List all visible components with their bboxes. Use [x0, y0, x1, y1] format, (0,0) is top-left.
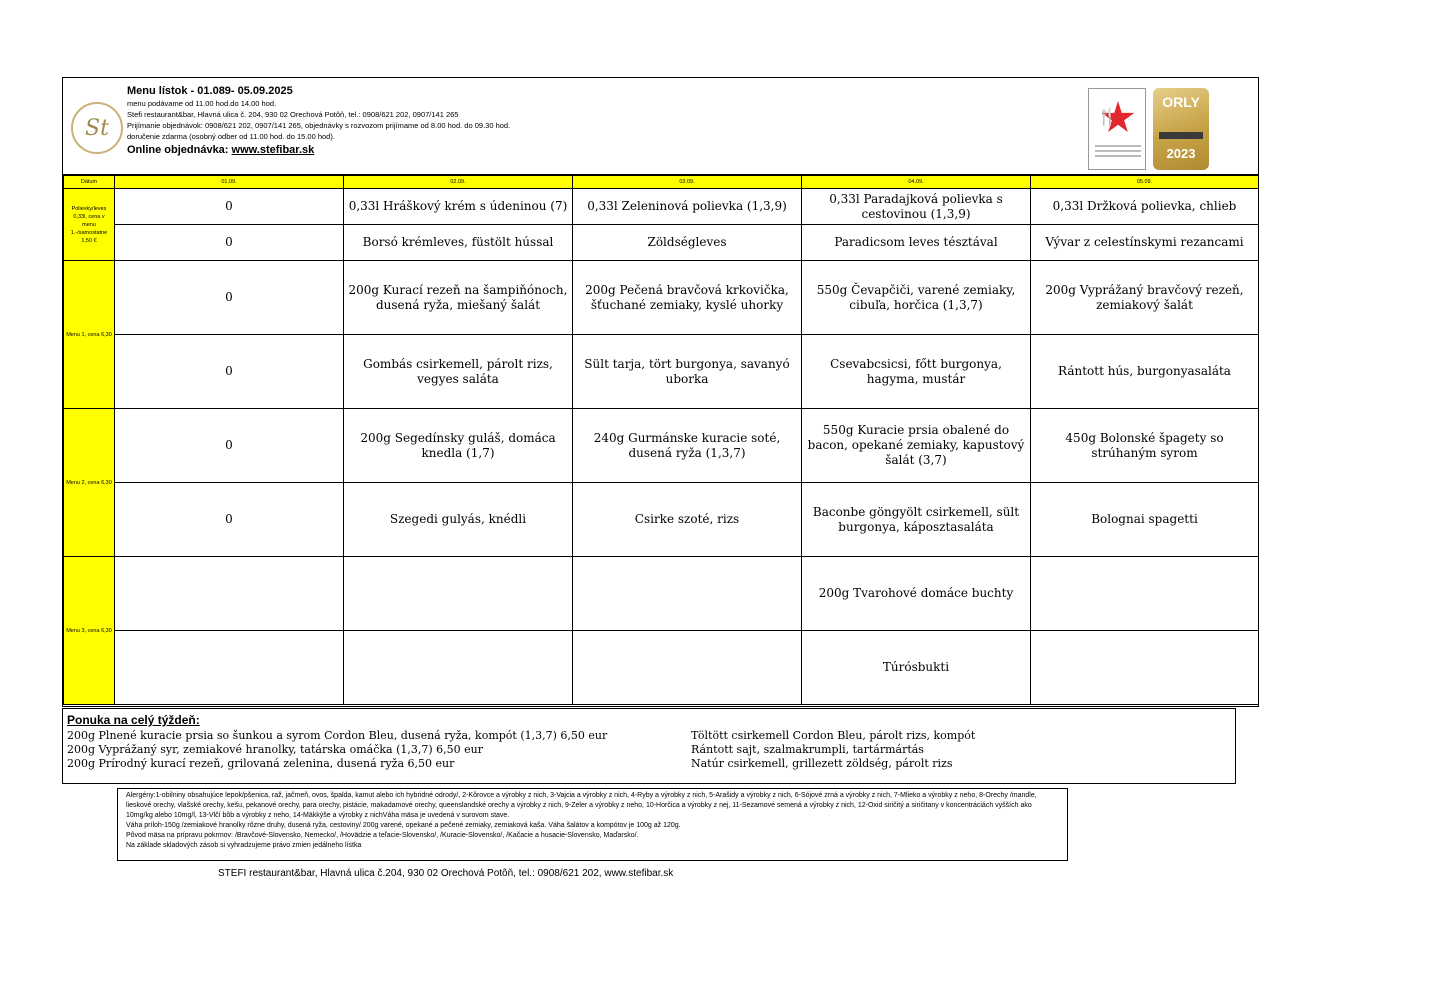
menu-cell [573, 631, 802, 705]
menu2-label: Menu 2, cena 6,30 [64, 409, 115, 557]
menu3-row-hu [64, 631, 1259, 705]
menu-cell: Paradicsom leves tésztával [802, 225, 1031, 261]
menu-cell [344, 631, 573, 705]
menu-cell: Szegedi gulyás, knédli [344, 483, 573, 557]
online-order-label: Online objednávka: [127, 144, 232, 156]
menu-cell: Bolognai spagetti [1031, 483, 1259, 557]
menu-cell [1031, 631, 1259, 705]
restaurant-address: Stefi restaurant&bar, Hlavná ulica č. 204, 930 02 Orechová Potôň, tel.: 0908/621 202, 0907/141 265 [127, 110, 459, 119]
menu-cell: 200g Pečená bravčová krkovička, šťuchané zemiaky, kyslé uhorky [573, 261, 802, 335]
menu-cell: Vývar z celestínskymi rezancami [1031, 225, 1259, 261]
soup-row-sk [64, 189, 1259, 225]
menu-cell: 550g Kuracie prsia obalené do bacon, opekané zemiaky, kapustový šalát (3,7) [802, 409, 1031, 483]
meat-origin: Pôvod mäsa na prípravu pokrmov: /Bravčové-Slovensko, Nemecko/, /Hovädzie a teľacie-Slovensko/, /Kuracie-Slovensko/, /Kačacie a husacie-Slovensko, Maďarsko/. [126, 832, 639, 839]
menu-cell: 0 [115, 261, 344, 335]
menu1-label: Menu 1, cena 6,30 [64, 261, 115, 409]
menu-cell: 0,33l Zeleninová polievka (1,3,9) [573, 189, 802, 225]
menu-cell: Túrósbukti [802, 631, 1031, 705]
menu1-row-hu [64, 335, 1259, 409]
weekly-offer-title: Ponuka na celý týždeň: [67, 713, 200, 727]
day-header: 05.09. [1031, 176, 1259, 189]
serving-hours: menu podávame od 11.00 hod.do 14.00 hod. [127, 99, 277, 108]
menu-cell: 0,33l Držková polievka, chlieb [1031, 189, 1259, 225]
menu-cell: Borsó krémleves, füstölt hússal [344, 225, 573, 261]
weekly-item: Töltött csirkemell Cordon Bleu, párolt rizs, kompót [691, 729, 976, 742]
menu-cell: 0 [115, 335, 344, 409]
menu-cell [573, 557, 802, 631]
award-year: 2023 [1166, 146, 1196, 161]
menu-cell: 200g Vyprážaný bravčový rezeň, zemiakový šalát [1031, 261, 1259, 335]
menu-cell: Csirke szoté, rizs [573, 483, 802, 557]
menu-cell: Sült tarja, tört burgonya, savanyó uborka [573, 335, 802, 409]
menu-cell: 0 [115, 225, 344, 261]
menu-cell [344, 557, 573, 631]
menu-cell [115, 631, 344, 705]
menu2-row-sk [64, 409, 1259, 483]
menu2-row-hu [64, 483, 1259, 557]
day-header: 02.09. [344, 176, 573, 189]
allergen-list: Alergény:1-obilniny obsahujúce lepok/pšenica, raž, jačmeň, ovos, špalda, kamut alebo ich hybridné odrody/, 2-Kôrovce a výrobky z nich, 3-Vajcia a výrobky z nich, 4-Ryby a výrobky z nich, 5-Arašidy a výrobky z nich, 6-Sójové zrná a výrobky z nich, 7-Mlieko a výrobky z neho, 8-Orechy /mandle, lieskové orechy, vlašské orechy, kešu, pekanové orechy, para orechy, pistácie, makadamové orechy, queenslandské orechy a výrobky z nich, 9-Zeler a výrobky z neho, 10-Horčica a výrobky z nej, 11-Sezamové semená a výrobky z nich, 12-Oxid siričitý a siričitany v koncentráciách vyšších ako 10mg/kg alebo 10mg/l, 13-Vlčí bôb a výrobky z neho, 14-Mäkkýše a výrobky z nichVáha mäsa je uvedená v surovom stave. [126, 792, 1037, 819]
menu-cell: Baconbe göngyölt csirkemell, sült burgonya, káposztasaláta [802, 483, 1031, 557]
orly-brand: ORLY [1162, 94, 1200, 110]
menu-title: Menu lístok - 01.089- 05.09.2025 [127, 85, 293, 97]
online-order-link[interactable]: www.stefibar.sk [231, 144, 315, 156]
weekly-item: 200g Vyprážaný syr, zemiakové hranolky, tatárska omáčka (1,3,7) 6,50 eur [67, 743, 483, 756]
menu-cell: 0 [115, 483, 344, 557]
menu-change-notice: Na základe skladových zásob si vyhradzujeme právo zmien jedálneho lístka [126, 842, 362, 849]
day-header: 01.09. [115, 176, 344, 189]
menu-cell: Gombás csirkemell, párolt rizs, vegyes saláta [344, 335, 573, 409]
weekly-item: 200g Prírodný kurací rezeň, grilovaná zelenina, dusená ryža 6,50 eur [67, 757, 455, 770]
menu-cell: 550g Čevapčiči, varené zemiaky, cibuľa, horčica (1,3,7) [802, 261, 1031, 335]
menu-cell: Rántott hús, burgonyasaláta [1031, 335, 1259, 409]
day-header: 04.09. [802, 176, 1031, 189]
menu3-label: Menu 3, cena 6,30 [64, 557, 115, 705]
footer-contact: STEFI restaurant&bar, Hlavná ulica č.204, 930 02 Orechová Potôň, tel.: 0908/621 202, www.stefibar.sk [218, 868, 674, 879]
allergen-info [117, 788, 1068, 861]
menu-cell: Csevabcsicsi, főtt burgonya, hagyma, mustár [802, 335, 1031, 409]
online-order [127, 143, 1027, 158]
menu-cell: 450g Bolonské špagety so strúhaným syrom [1031, 409, 1259, 483]
menu-cell [115, 557, 344, 631]
menu-cell: 0 [115, 409, 344, 483]
menu-sheet [62, 77, 1259, 707]
menu-cell: 0,33l Paradajková polievka s cestovinou (1,3,9) [802, 189, 1031, 225]
weekly-offer [62, 708, 1236, 784]
fork-knife-icon: 🍴 [1097, 109, 1117, 126]
orly-award-badge-icon [1153, 88, 1209, 170]
menu-cell: 240g Gurmánske kuracie soté, dusená ryža (1,3,7) [573, 409, 802, 483]
day-header: 03.09. [573, 176, 802, 189]
menu-cell: 200g Segedínsky guláš, domáca knedla (1,7) [344, 409, 573, 483]
best-restaurant-award-icon [1088, 88, 1146, 170]
date-header: Dátum [64, 176, 115, 189]
menu-cell: 0,33l Hráškový krém s údeninou (7) [344, 189, 573, 225]
menu-cell: 200g Tvarohové domáce buchty [802, 557, 1031, 631]
menu1-row-sk [64, 261, 1259, 335]
header-text [127, 84, 1027, 158]
menu-cell: Zöldségleves [573, 225, 802, 261]
soup-label: Polievky/leves 0,33l, cena v menu 1.-/samostatne 1,50 € [64, 189, 115, 261]
delivery-info: doručenie zdarma (osobný odber od 11.00 hod. do 15.00 hod). [127, 132, 335, 141]
weekly-item: Natúr csirkemell, grillezett zöldség, párolt rizs [691, 757, 953, 770]
side-weights: Váha príloh-150g /zemiakové hranolky rôzne druhy, dusená ryža, cestoviny/ 200g varené, opekané a pečené zemiaky, zemiaková kaša. Váha šalátov a kompótov je 100g až 120g. [126, 822, 681, 829]
menu-cell: 200g Kurací rezeň na šampiňónoch, dusená ryža, miešaný šalát [344, 261, 573, 335]
restaurant-logo-icon: St [71, 102, 123, 154]
weekly-menu-table [63, 175, 1259, 705]
weekly-item: Rántott sajt, szalmakrumpli, tartármártás [691, 743, 924, 756]
weekly-item: 200g Plnené kuracie prsia so šunkou a syrom Cordon Bleu, dusená ryža, kompót (1,3,7) 6,50 eur [67, 729, 608, 742]
menu-cell: 0 [115, 189, 344, 225]
menu3-row-sk [64, 557, 1259, 631]
weekly-offer-sk [67, 729, 687, 771]
weekly-offer-hu [691, 729, 1231, 771]
menu-cell [1031, 557, 1259, 631]
menu-header [63, 78, 1258, 175]
order-info: Prijímanie objednávok: 0908/621 202, 0907/141 265, objednávky s rozvozom prijímame od 8.00 hod. do 09.30 hod. [127, 121, 511, 130]
soup-row-hu [64, 225, 1259, 261]
days-row [64, 176, 1259, 189]
